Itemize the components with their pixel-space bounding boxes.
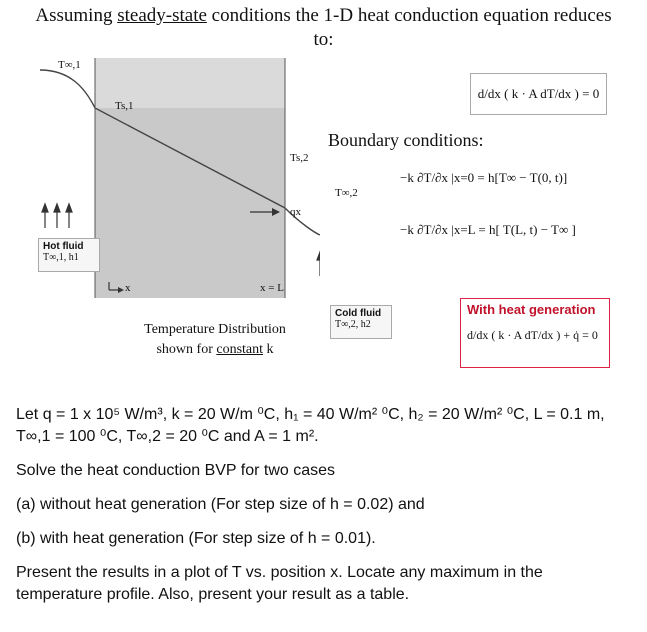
x-equals-l-label: x = L xyxy=(260,282,284,294)
hot-fluid-title: Hot fluid xyxy=(43,241,84,252)
heat-generation-title: With heat generation xyxy=(467,302,596,317)
ts2-label: Ts,2 xyxy=(290,152,309,164)
problem-line1: Let q = 1 x 10⁵ W/m³, k = 20 W/m ⁰C, h₁ = 40 W/m² ⁰C, h₂ = 20 W/m² ⁰C, L = 0.1 m, xyxy=(16,406,605,423)
caption-line2-start: shown for xyxy=(156,342,217,357)
problem-line5: (b) with heat generation (For step size of h = 0.01). xyxy=(16,530,376,547)
header-title xyxy=(0,4,647,52)
header-line1-end: conditions the 1-D heat conduction equation reduces xyxy=(206,5,612,26)
diagram-caption xyxy=(130,320,300,360)
x-label: x xyxy=(125,282,131,294)
cold-fluid-title: Cold fluid xyxy=(335,308,382,319)
problem-statement xyxy=(16,405,641,605)
header-line1-start: Assuming xyxy=(35,5,118,26)
header-line2: to: xyxy=(313,29,334,50)
heat-generation-equation: d/dx ( k · A dT/dx ) + q̇ = 0 xyxy=(467,328,598,342)
problem-line7: temperature profile. Also, present your result as a table. xyxy=(16,586,410,603)
qx-label: qx xyxy=(290,206,301,218)
problem-line2: T∞,1 = 100 ⁰C, T∞,2 = 20 ⁰C and A = 1 m². xyxy=(16,428,319,445)
t-inf1-label: T∞,1 xyxy=(58,59,81,71)
caption-line1: Temperature Distribution xyxy=(144,322,286,337)
heat-generation-box xyxy=(460,298,610,368)
hot-fluid-box xyxy=(38,238,100,272)
problem-line3: Solve the heat conduction BVP for two cases xyxy=(16,462,336,479)
ode-equation-box xyxy=(470,73,607,115)
bc-title: Boundary conditions: xyxy=(328,130,484,150)
ode-equation: d/dx ( k · A dT/dx ) = 0 xyxy=(477,86,600,101)
header-steady-state: steady-state xyxy=(117,5,207,26)
problem-line4: (a) without heat generation (For step size of h = 0.02) and xyxy=(16,496,425,513)
problem-line6: Present the results in a plot of T vs. position x. Locate any maximum in the xyxy=(16,564,543,581)
ts1-label: Ts,1 xyxy=(115,100,134,112)
hot-fluid-sub: T∞,1, h1 xyxy=(43,252,79,263)
hot-fluid-arrows xyxy=(42,204,72,228)
cold-fluid-box xyxy=(330,305,392,339)
bc1-equation: −k ∂T/∂x |x=0 = h[T∞ − T(0, t)] xyxy=(400,170,568,185)
t-inf2-label: T∞,2 xyxy=(335,187,358,199)
cold-fluid-arrows xyxy=(317,252,320,276)
caption-line2-end: k xyxy=(263,342,274,357)
caption-constant: constant xyxy=(216,342,264,357)
cold-fluid-sub: T∞,2, h2 xyxy=(335,319,371,330)
bc2-equation: −k ∂T/∂x |x=L = h[ T(L, t) − T∞ ] xyxy=(400,222,576,237)
